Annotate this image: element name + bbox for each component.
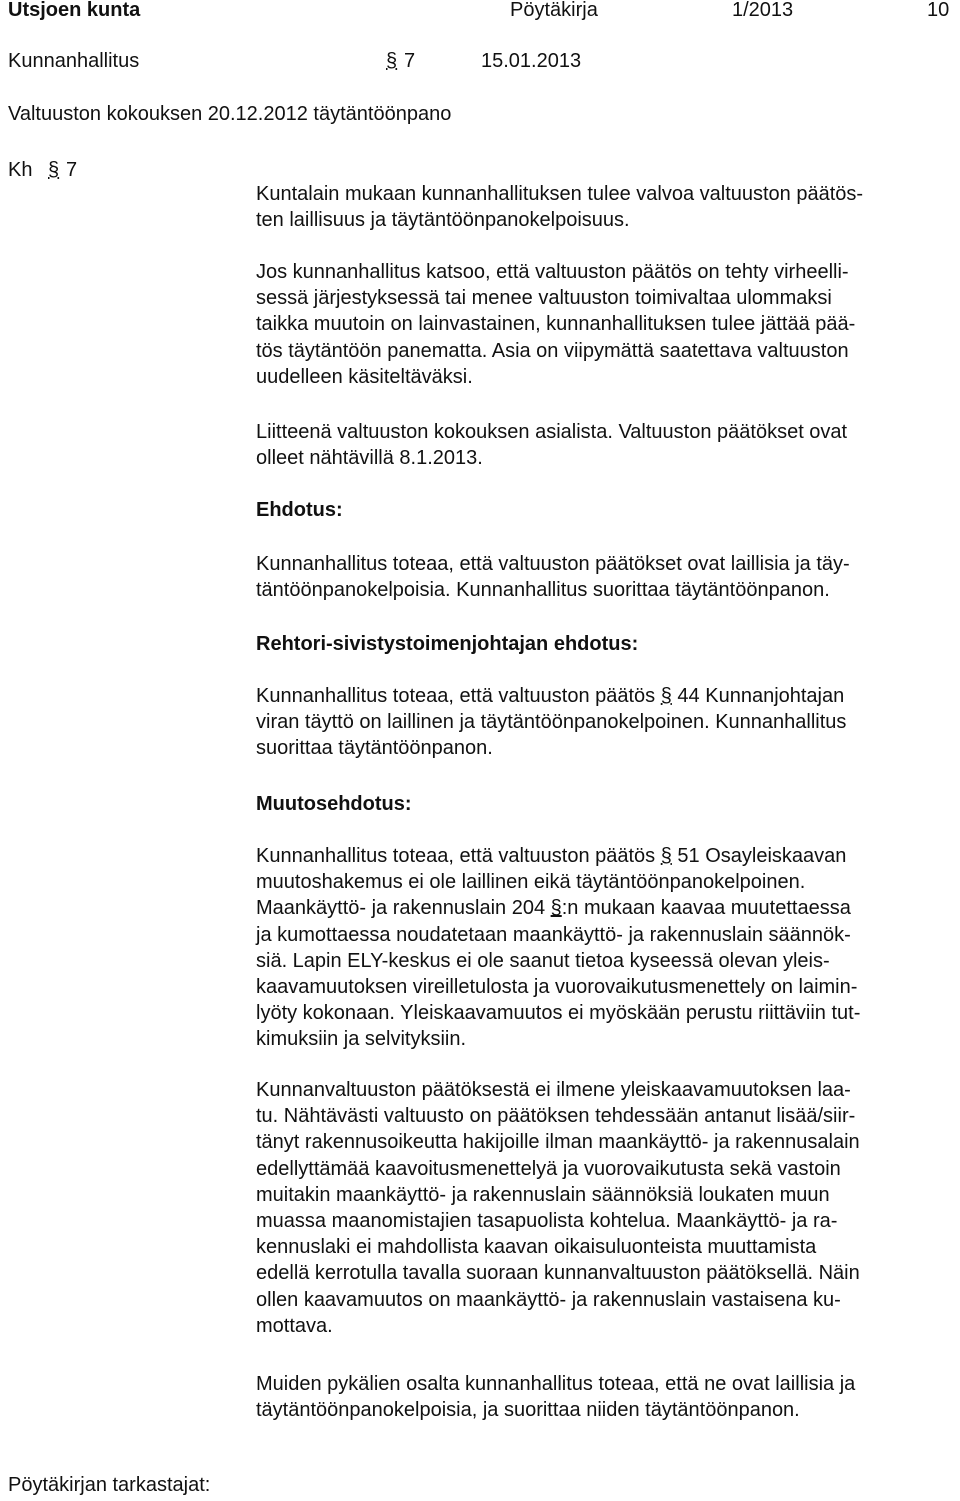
municipality-name: Utsjoen kunta [8, 0, 141, 21]
heading-proposal: Ehdotus: [256, 499, 343, 521]
meeting-date: 15.01.2013 [481, 50, 582, 72]
document-type: Pöytäkirja [510, 0, 598, 21]
section-mark: § [386, 50, 398, 72]
heading-amendment: Muutosehdotus: [256, 793, 412, 815]
item-title: Valtuuston kokouksen 20.12.2012 täytäntöönpano [8, 103, 452, 125]
paragraph-4: Kunnanhallitus toteaa, että valtuuston päätökset ovat laillisia ja täy- täntöönpanokelpoisia. Kunnanhallitus suorittaa täytäntöönpanon. [256, 553, 850, 602]
paragraph-5: Kunnanhallitus toteaa, että valtuuston päätös § 44 Kunnanjohtajan viran täyttö on laillinen ja täytäntöönpanokelpoinen. Kunnanhallitus suorittaa täytäntöönpanon. [256, 685, 847, 760]
section-number: 7 [404, 50, 416, 72]
paragraph-3: Liitteenä valtuuston kokouksen asialista. Valtuuston päätökset ovat olleet nähtävillä 8.1.2013. [256, 421, 848, 470]
paragraph-1: Kuntalain mukaan kunnanhallituksen tulee valvoa valtuuston päätös- ten laillisuus ja täytäntöönpanokelpoisuus. [256, 183, 864, 232]
paragraph-2: Jos kunnanhallitus katsoo, että valtuuston päätös on tehty virheelli- sessä järjestyksessä tai menee valtuuston toimivaltaa ulommaksi taikka muutoin on lainvastainen, kunnanhallituksen tulee jättää pää- tös täytäntöön panematta. Asia on viipymättä saatettava valtuuston uudelleen käsiteltäväksi. [256, 261, 856, 388]
heading-principal-proposal: Rehtori-sivistystoimenjohtajan ehdotus: [256, 633, 639, 655]
item-ref-section-mark: § [48, 159, 60, 181]
page-number: 10 [927, 0, 950, 21]
document-number: 1/2013 [732, 0, 794, 21]
footer-inspectors-label: Pöytäkirjan tarkastajat: [8, 1474, 211, 1496]
item-ref-number: 7 [66, 159, 78, 181]
paragraph-7: Kunnanvaltuuston päätöksestä ei ilmene yleiskaavamuutoksen laa- tu. Nähtävästi valtuusto on päätöksen tehdessään antanut lisää/siir- tänyt rakennusoikeutta hakijoille ilman maankäyttö- ja rakennusalain edellyttämää kaavoitusmenettelyä ja vuorovaikutusta sekä vastoin muitakin maankäyttö- ja rakennuslain säännöksiä loukaten muun muassa maanomistajien tasapuolista kohtelua. Maankäyttö- ja ra- kennuslaki ei mahdollista kaavan oikaisuluonteista muuttamista edellä kerrotulla tavalla suoraan kunnanvaltuuston päätöksellä. Näin ollen kaavamuutos on maankäyttö- ja rakennuslain vastaisena ku- mottava. [256, 1079, 860, 1337]
item-ref-prefix: Kh [8, 159, 33, 181]
paragraph-8: Muiden pykälien osalta kunnanhallitus toteaa, että ne ovat laillisia ja täytäntöönpanokelpoisia, ja suorittaa niiden täytäntöönpanon. [256, 1373, 856, 1422]
organ-name: Kunnanhallitus [8, 50, 140, 72]
paragraph-6: Kunnanhallitus toteaa, että valtuuston päätös § 51 Osayleiskaavan muutoshakemus ei ole laillinen eikä täytäntöönpanokelpoinen. Maankäyttö- ja rakennuslain 204 §:n mukaan kaavaa muutettaessa ja kumottaessa noudatetaan maankäyttö- ja rakennuslain säännök- siä. Lapin ELY-keskus ei ole saanut tietoa kyseessä olevan yleis- kaavamuutoksen vireilletulosta ja vuorovaikutusmenettely on laimin- lyöty kokonaan. Yleiskaavamuutos ei myöskään perustu riittäviin tut- kimuksiin ja selvityksiin. [256, 845, 861, 1051]
